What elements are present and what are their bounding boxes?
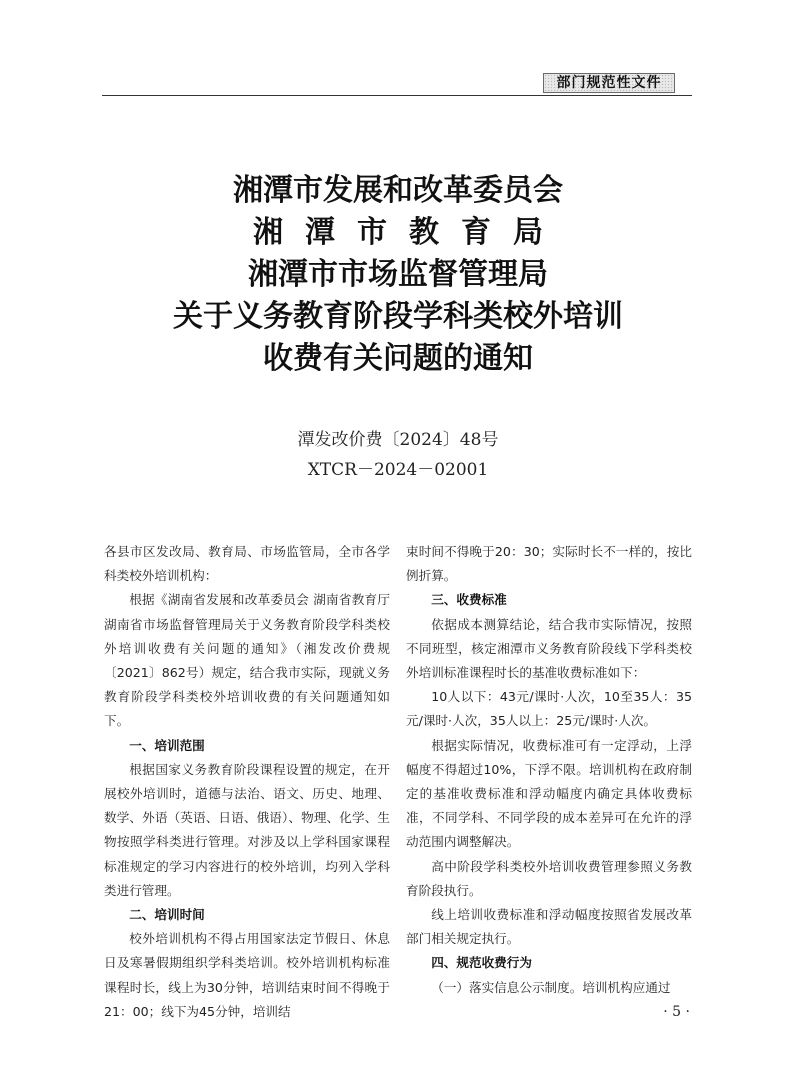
paragraph: 根据《湖南省发展和改革委员会 湖南省教育厅 湖南省市场监督管理局关于义务教育阶段学科类校外培训收费有关问题的通知》（湘发改价费规〔2021〕862号）规定，结合我市实际，现就义务教育阶段学科类校外培训收费的有关问题通知如下。 <box>104 592 390 729</box>
title-issuer-3: 湘潭市市场监督管理局 <box>248 257 548 292</box>
paragraph: 束时间不得晚于20：30；实际时长不一样的，按比例折算。 <box>406 544 692 584</box>
document-title <box>100 170 696 380</box>
section-heading: 二、培训时间 <box>129 907 205 923</box>
title-subject-1: 关于义务教育阶段学科类校外培训 <box>173 299 623 334</box>
paragraph: 10人以下：43元/课时·人次，10至35人：35元/课时·人次，35人以上：25元/课时·人次。 <box>406 689 692 729</box>
title-issuer-2: 湘潭市教育局 <box>253 215 565 250</box>
paragraph: 校外培训机构不得占用国家法定节假日、休息日及寒暑假期组织学科类培训。校外培训机构标准课程时长，线上为30分钟，培训结束时间不得晚于21：00；线下为45分钟，培训结 <box>104 931 390 1019</box>
document-file-number: 潭发改价费〔2024〕48号 <box>297 430 499 450</box>
header-rule <box>102 95 692 96</box>
title-issuer-1: 湘潭市发展和改革委员会 <box>233 173 563 208</box>
paragraph: 依据成本测算结论，结合我市实际情况，按照不同班型，核定湘潭市义务教育阶段线下学科类校外培训标准课程时长的基准收费标准如下： <box>406 616 692 681</box>
paragraph: 线上培训收费标准和浮动幅度按照省发展改革部门相关规定执行。 <box>406 907 692 947</box>
paragraph: 高中阶段学科类校外培训收费管理参照义务教育阶段执行。 <box>406 858 692 898</box>
section-heading: 三、收费标准 <box>431 592 507 608</box>
section-heading: 四、规范收费行为 <box>431 955 532 971</box>
body-column-right <box>406 540 692 1000</box>
page-number: · 5 · <box>663 1004 690 1020</box>
document-registration-number: XTCR－2024－02001 <box>307 460 489 480</box>
title-subject-2: 收费有关问题的通知 <box>263 341 533 376</box>
body-column-left <box>104 540 390 1024</box>
paragraph: 各县市区发改局、教育局、市场监管局，全市各学科类校外培训机构： <box>104 544 390 584</box>
paragraph: 根据国家义务教育阶段课程设置的规定，在开展校外培训时，道德与法治、语文、历史、地理、数学、外语（英语、日语、俄语）、物理、化学、生物按照学科类进行管理。对涉及以上学科国家课程标准规定的学习内容进行的校外培训，均列入学科类进行管理。 <box>104 761 390 898</box>
document-category-tag: 部门规范性文件 <box>543 73 675 93</box>
paragraph: （一）落实信息公示制度。培训机构应通过 <box>431 979 671 995</box>
paragraph: 根据实际情况，收费标准可有一定浮动，上浮幅度不得超过10%，下浮不限。培训机构在政府制定的基准收费标准和浮动幅度内确定具体收费标准，不同学科、不同学段的成本差异可在允许的浮动范围内调整解决。 <box>406 737 692 850</box>
section-heading: 一、培训范围 <box>129 737 205 753</box>
